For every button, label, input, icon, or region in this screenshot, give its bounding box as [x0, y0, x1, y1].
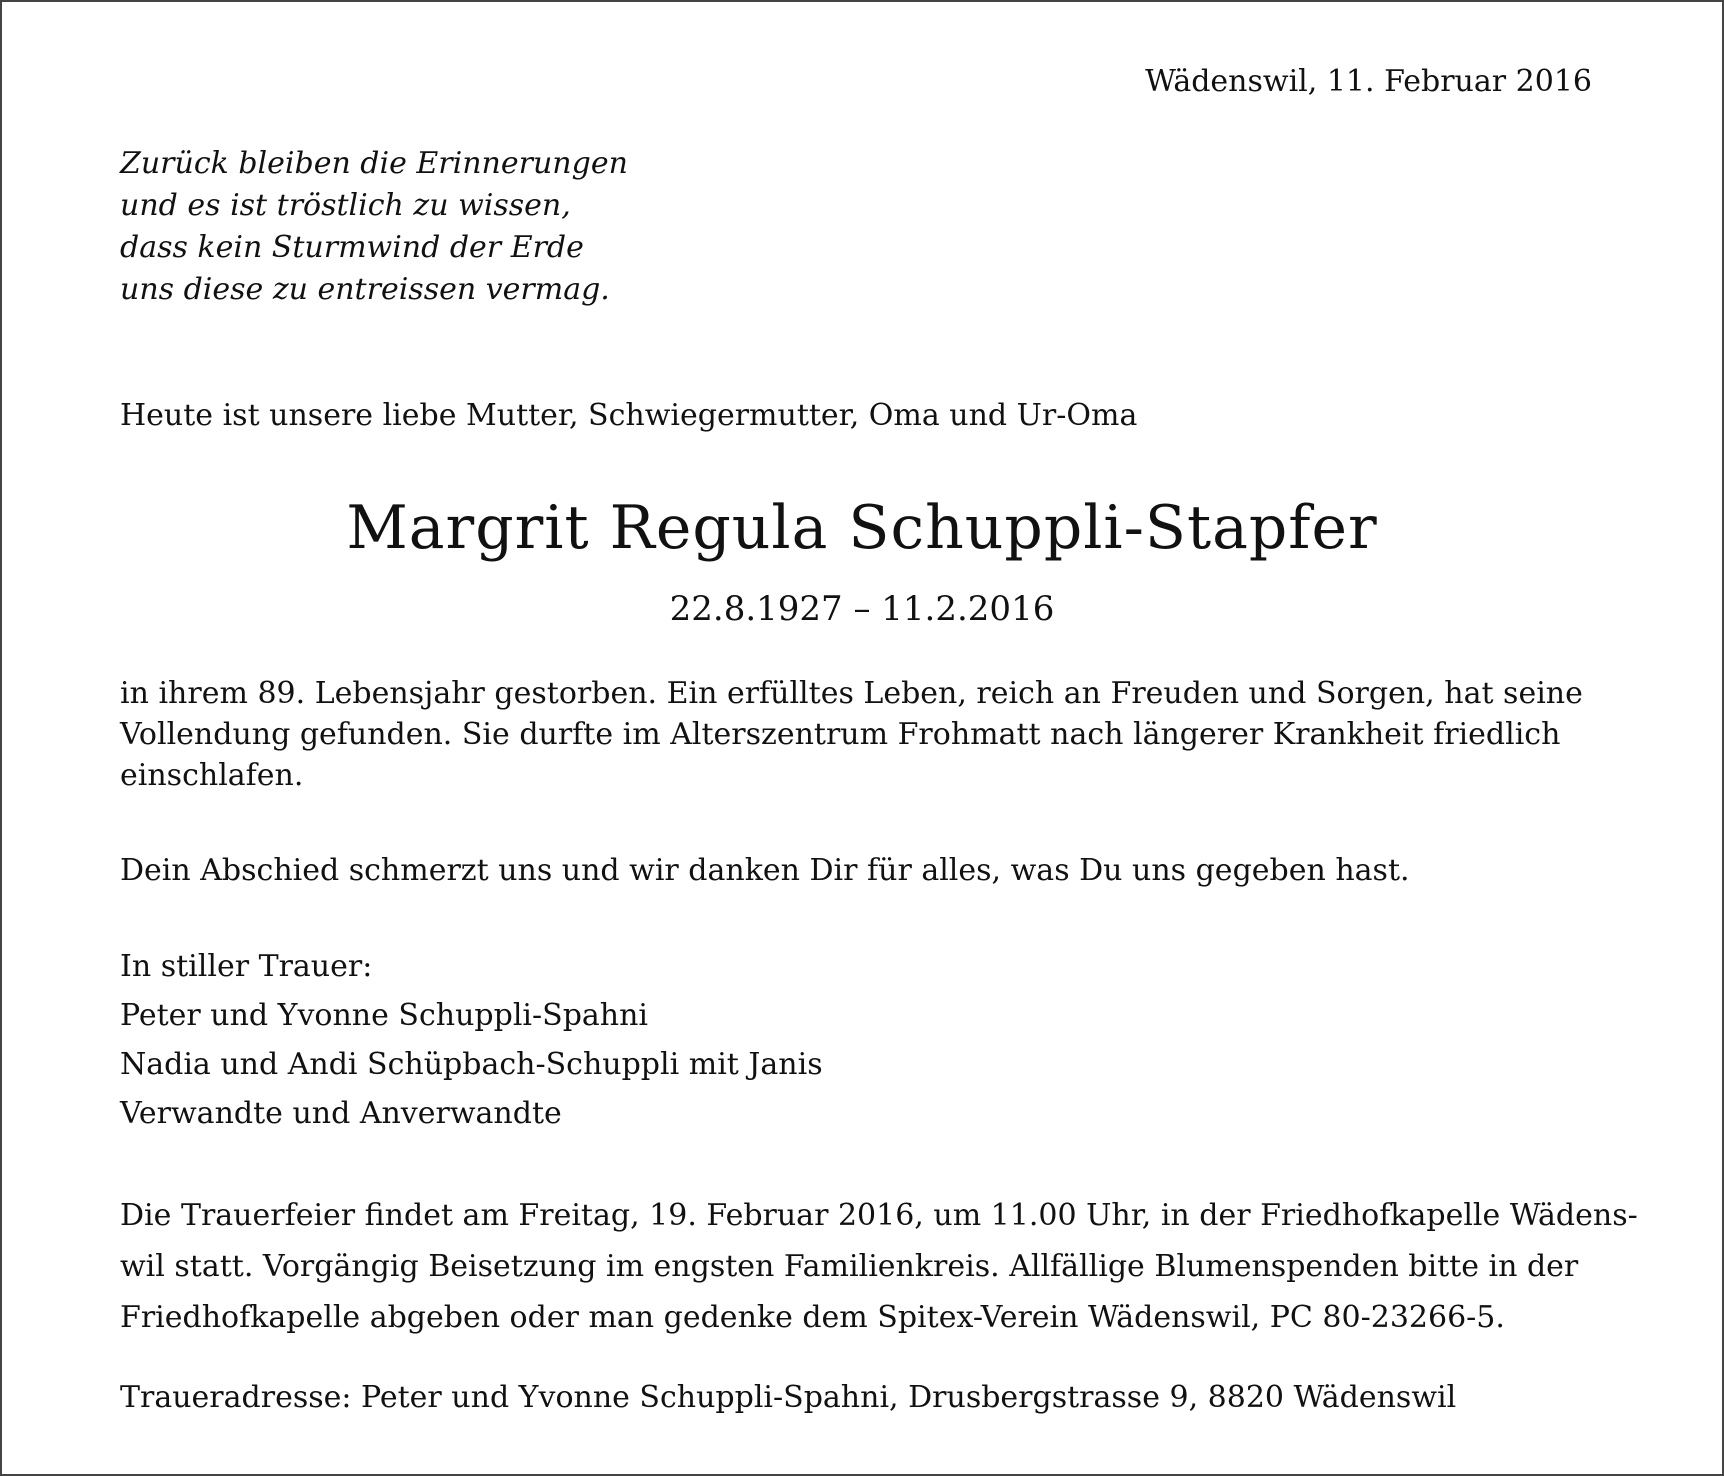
place-date: Wädenswil, 11. Februar 2016	[1145, 64, 1592, 99]
deceased-name: Margrit Regula Schuppli-Stapfer	[346, 493, 1378, 563]
farewell-text: Dein Abschied schmerzt uns und wir danken Dir für alles, was Du uns gegeben hast.	[120, 853, 1410, 888]
ceremony-line: Die Trauerfeier findet am Freitag, 19. Februar 2016, um 11.00 Uhr, in der Friedhofkapelle Wädens-	[120, 1198, 1638, 1233]
ceremony-line: wil statt. Vorgängig Beisetzung im engsten Familienkreis. Allfällige Blumenspenden bitte in der	[120, 1249, 1579, 1284]
poem-line: dass kein Sturmwind der Erde	[120, 230, 584, 265]
mourning-address: Traueradresse: Peter und Yvonne Schuppli-Spahni, Drusbergstrasse 9, 8820 Wädenswil	[120, 1380, 1457, 1415]
mourner-name: Nadia und Andi Schüpbach-Schuppli mit Janis	[120, 1047, 823, 1082]
life-line: in ihrem 89. Lebensjahr gestorben. Ein erfülltes Leben, reich an Freuden und Sorgen, hat seine	[120, 676, 1583, 711]
mourners-heading: In stiller Trauer:	[120, 949, 373, 984]
ceremony-line: Friedhofkapelle abgeben oder man gedenke dem Spitex-Verein Wädenswil, PC 80-23266-5.	[120, 1300, 1505, 1335]
life-dates: 22.8.1927 – 11.2.2016	[669, 589, 1055, 629]
poem-line: und es ist tröstlich zu wissen,	[120, 188, 571, 223]
intro-text: Heute ist unsere liebe Mutter, Schwiegermutter, Oma und Ur-Oma	[120, 398, 1138, 433]
mourners-list	[120, 942, 823, 1138]
life-paragraph	[120, 673, 1600, 796]
poem-line: Zurück bleiben die Erinnerungen	[120, 146, 628, 181]
mourner-name: Verwandte und Anverwandte	[120, 1096, 562, 1131]
life-line: Vollendung gefunden. Sie durfte im Alterszentrum Frohmatt nach längerer Krankheit friedlich	[120, 717, 1561, 752]
poem	[120, 143, 628, 311]
mourner-name: Peter und Yvonne Schuppli-Spahni	[120, 998, 649, 1033]
ceremony-paragraph	[120, 1190, 1638, 1343]
life-line: einschlafen.	[120, 758, 304, 793]
poem-line: uns diese zu entreissen vermag.	[120, 272, 610, 307]
